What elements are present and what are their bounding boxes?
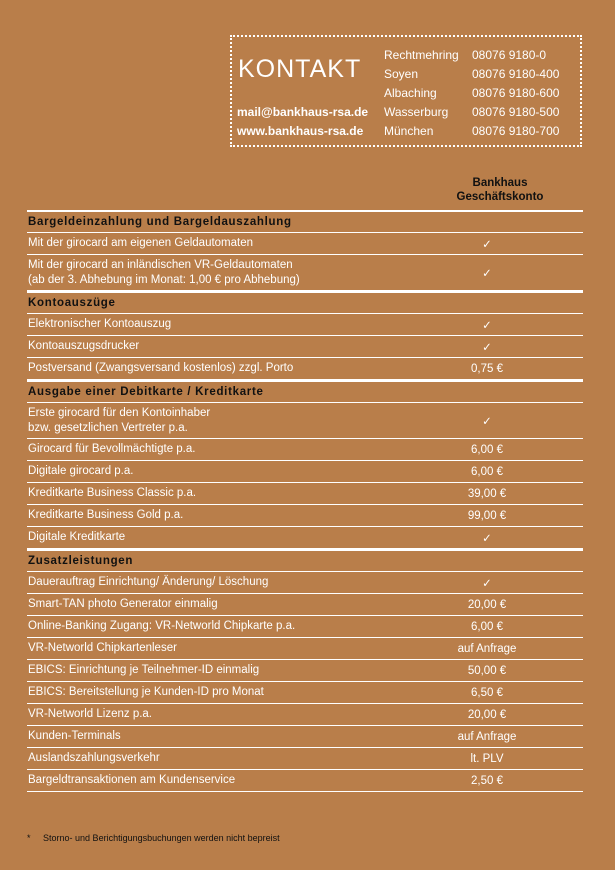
row-label-line: EBICS: Bereitstellung je Kunden-ID pro Monat — [28, 686, 264, 698]
row-price: 99,00 € — [467, 509, 507, 522]
row-label-line: Kreditkarte Business Gold p.a. — [28, 509, 184, 521]
row-label — [27, 685, 427, 700]
row-label — [27, 597, 427, 612]
footnote — [27, 833, 280, 843]
table-row — [27, 660, 583, 682]
row-price: 2,50 € — [471, 774, 503, 787]
branch-phone[interactable]: 08076 9180-700 — [472, 124, 560, 138]
branch-phone[interactable]: 08076 9180-400 — [472, 67, 560, 81]
column-header-line2: Geschäftskonto — [456, 191, 544, 203]
row-label — [27, 361, 427, 376]
table-row — [27, 527, 583, 549]
contact-box — [230, 35, 582, 147]
row-label-line: Kontoauszugsdrucker — [28, 340, 140, 352]
row-price: auf Anfrage — [457, 642, 517, 655]
row-price: 6,00 € — [471, 620, 503, 633]
row-label — [27, 729, 427, 744]
row-label-line: Mit der girocard am eigenen Geldautomaten — [28, 237, 254, 249]
row-label-line: Digitale Kreditkarte — [28, 531, 126, 543]
row-price: lt. PLV — [470, 752, 504, 765]
row-label — [27, 464, 427, 479]
table-row — [27, 233, 583, 255]
row-price: 6,50 € — [471, 686, 503, 699]
row-label-line: Mit der girocard an inländischen VR-Geldautomaten — [28, 258, 293, 271]
contact-email[interactable]: mail@bankhaus-rsa.de — [237, 105, 369, 119]
row-label — [27, 317, 427, 332]
row-label-line: Auslandszahlungsverkehr — [28, 752, 160, 764]
section-title: Zusatzleistungen — [27, 549, 583, 572]
table-row — [27, 336, 583, 358]
row-price: 39,00 € — [467, 487, 507, 500]
row-label-line-2: bzw. gesetzlichen Vertreter p.a. — [28, 421, 188, 434]
row-price: 20,00 € — [467, 708, 507, 721]
row-label-line: VR-Networld Chipkartenleser — [28, 642, 177, 654]
table-row — [27, 572, 583, 594]
branch-row — [384, 65, 559, 84]
contact-website[interactable]: www.bankhaus-rsa.de — [237, 124, 364, 138]
row-label — [27, 663, 427, 678]
row-label — [27, 486, 427, 501]
table-row — [27, 483, 583, 505]
column-header-line1: Bankhaus — [472, 177, 528, 189]
table-row — [27, 638, 583, 660]
branch-name: Wasserburg — [384, 105, 449, 119]
row-label-line: Online-Banking Zugang: VR-Networld Chipkarte p.a. — [28, 620, 296, 632]
row-price: 50,00 € — [467, 664, 507, 677]
row-price: 20,00 € — [467, 598, 507, 611]
table-row — [27, 255, 583, 291]
contact-web-info — [237, 103, 368, 141]
row-label-line: Smart-TAN photo Generator einmalig — [28, 598, 218, 610]
table-row — [27, 704, 583, 726]
row-label-line: Kunden-Terminals — [28, 730, 121, 742]
table-row — [27, 403, 583, 439]
row-label — [27, 707, 427, 722]
row-label — [27, 406, 427, 436]
row-price: 6,00 € — [471, 465, 503, 478]
row-label — [27, 619, 427, 634]
branch-name: München — [384, 124, 434, 138]
branch-row — [384, 84, 559, 103]
section-title: Kontoauszüge — [27, 291, 583, 314]
row-label — [27, 530, 427, 545]
branch-row — [384, 103, 559, 122]
checkmark-icon: ✓ — [482, 319, 492, 332]
row-label — [27, 442, 427, 457]
row-label — [27, 751, 427, 766]
branch-name: Soyen — [384, 67, 419, 81]
checkmark-icon: ✓ — [482, 415, 492, 428]
table-row — [27, 439, 583, 461]
row-price: auf Anfrage — [457, 730, 517, 743]
checkmark-icon: ✓ — [482, 532, 492, 545]
row-label-line: Elektronischer Kontoauszug — [28, 318, 172, 330]
table-row — [27, 682, 583, 704]
contact-title: KONTAKT — [238, 55, 362, 83]
footnote-text: Storno- und Berichtigungsbuchungen werden nicht bepreist — [43, 833, 280, 843]
row-label-line: Digitale girocard p.a. — [28, 465, 134, 477]
branch-row — [384, 46, 559, 65]
row-label — [27, 641, 427, 656]
section-title: Ausgabe einer Debitkarte / Kreditkarte — [27, 380, 583, 403]
branch-list — [384, 46, 559, 141]
row-label-line: VR-Networld Lizenz p.a. — [28, 708, 152, 720]
price-table — [27, 210, 583, 792]
row-label — [27, 236, 427, 251]
row-price: 0,75 € — [471, 362, 503, 375]
column-header — [430, 176, 570, 204]
table-row — [27, 594, 583, 616]
row-label — [27, 575, 427, 590]
row-label — [27, 508, 427, 523]
row-label-line: Girocard für Bevollmächtigte p.a. — [28, 443, 196, 455]
branch-name: Albaching — [384, 86, 437, 100]
row-label-line-2: (ab der 3. Abhebung im Monat: 1,00 € pro Abhebung) — [28, 273, 300, 286]
row-label — [27, 258, 427, 288]
checkmark-icon: ✓ — [482, 577, 492, 590]
row-label-line: EBICS: Einrichtung je Teilnehmer-ID einmalig — [28, 664, 260, 676]
section-title: Bargeldeinzahlung und Bargeldauszahlung — [27, 210, 583, 233]
checkmark-icon: ✓ — [482, 341, 492, 354]
table-row — [27, 726, 583, 748]
branch-phone[interactable]: 08076 9180-0 — [472, 48, 547, 62]
branch-phone[interactable]: 08076 9180-600 — [472, 86, 560, 100]
row-label — [27, 773, 427, 788]
table-row — [27, 461, 583, 483]
checkmark-icon: ✓ — [482, 238, 492, 251]
row-label-line: Kreditkarte Business Classic p.a. — [28, 487, 197, 499]
table-row — [27, 314, 583, 336]
table-row — [27, 616, 583, 638]
footnote-marker: * — [27, 833, 31, 843]
row-label-line: Erste girocard für den Kontoinhaber — [28, 406, 211, 419]
branch-name: Rechtmehring — [384, 48, 459, 62]
branch-phone[interactable]: 08076 9180-500 — [472, 105, 560, 119]
table-row — [27, 358, 583, 380]
row-label-line: Bargeldtransaktionen am Kundenservice — [28, 774, 236, 786]
row-price: 6,00 € — [471, 443, 503, 456]
table-row — [27, 505, 583, 527]
row-label-line: Postversand (Zwangsversand kostenlos) zzgl. Porto — [28, 362, 294, 374]
checkmark-icon: ✓ — [482, 267, 492, 280]
row-label — [27, 339, 427, 354]
branch-row — [384, 122, 559, 141]
table-row — [27, 748, 583, 770]
table-row — [27, 770, 583, 792]
row-label-line: Dauerauftrag Einrichtung/ Änderung/ Löschung — [28, 576, 269, 588]
